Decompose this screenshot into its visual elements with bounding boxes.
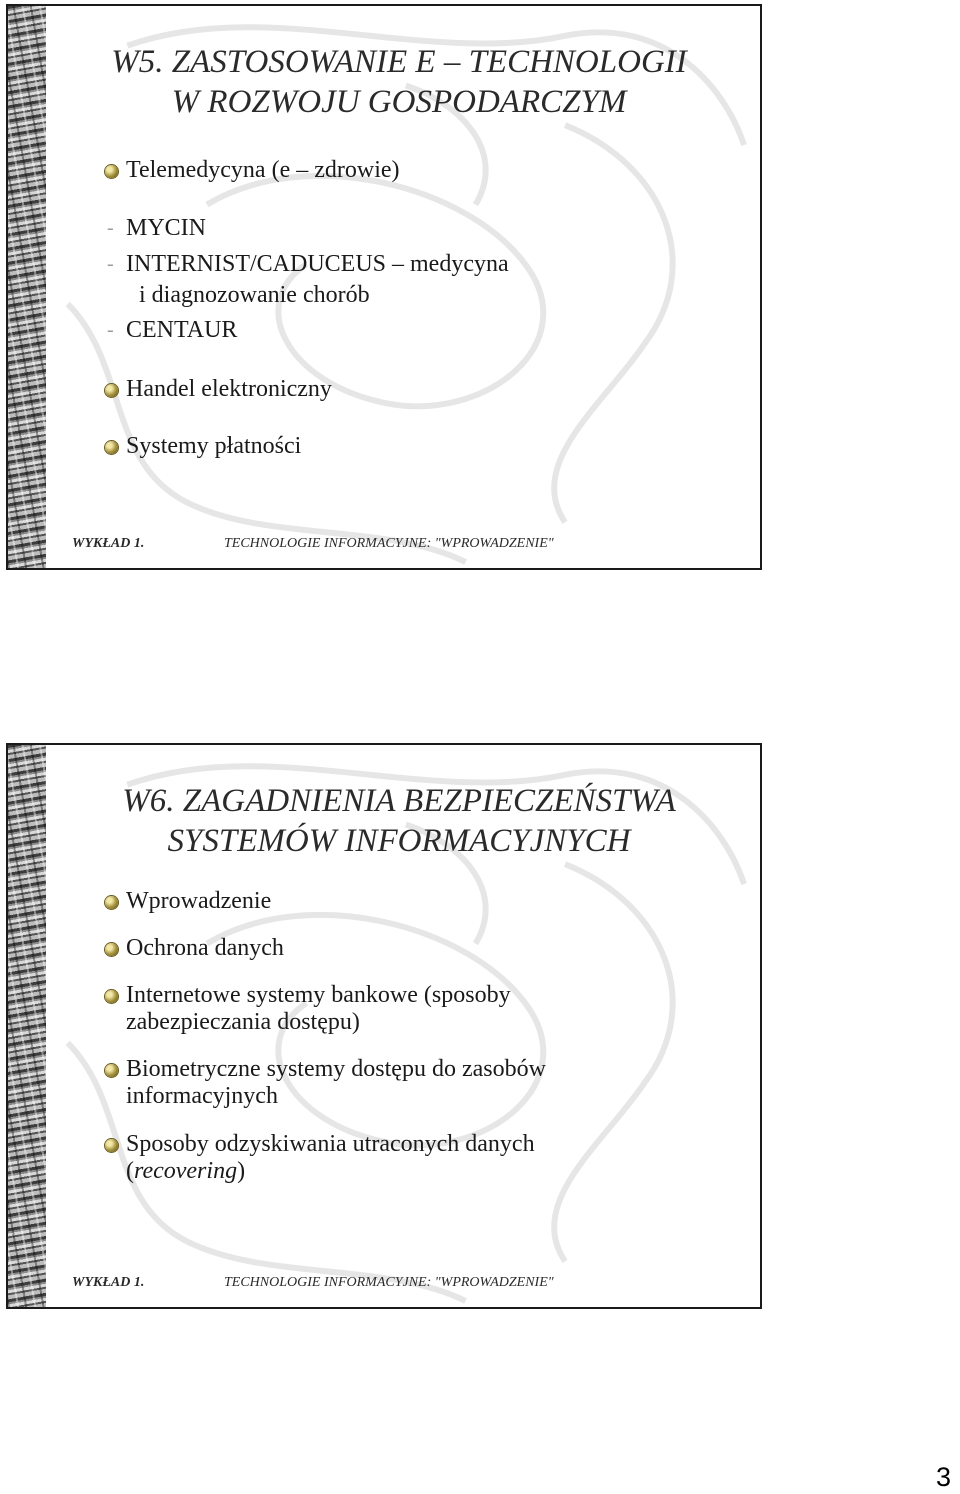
list-item: Systemy płatności [100,432,301,460]
slide-w6 [6,743,762,1309]
left-decorative-strip [8,6,46,568]
list-item: Telemedycyna (e – zdrowie) [100,156,400,184]
slide-w5 [6,4,762,570]
page-number: 3 [936,1462,952,1492]
footer-course-title: TECHNOLOGIE INFORMACYJNE: "WPROWADZENIE" [224,1275,554,1290]
gold-sphere-bullet-icon [105,441,118,454]
gold-sphere-bullet-icon [105,165,118,178]
slide-footer [8,1275,760,1291]
list-item-continuation: zabezpieczania dostępu) [126,1009,360,1035]
list-item: - MYCIN [107,215,207,241]
footer-lecture-label: WYKŁAD 1. [72,536,145,551]
list-item-continuation: informacyjnych [126,1083,278,1109]
left-decorative-strip [8,745,46,1307]
list-item: Internetowe systemy bankowe (sposoby [100,981,511,1009]
gold-sphere-bullet-icon [105,896,118,909]
footer-lecture-label: WYKŁAD 1. [72,1275,145,1290]
list-item: Biometryczne systemy dostępu do zasobów [100,1055,546,1083]
dash-bullet-icon: - [107,319,114,341]
list-item: Sposoby odzyskiwania utraconych danych [100,1130,535,1158]
list-item: Wprowadzenie [100,887,271,915]
gold-sphere-bullet-icon [105,990,118,1003]
list-item: Handel elektroniczny [100,375,332,403]
slide-title: W5. ZASTOSOWANIE E – TECHNOLOGII W ROZWOJU GOSPODARCZYM [111,44,687,120]
list-item-continuation: (recovering) [126,1158,246,1184]
gold-sphere-bullet-icon [105,943,118,956]
slide-title: W6. ZAGADNIENIA BEZPIECZEŃSTWA SYSTEMÓW INFORMACYJNYCH [122,783,676,859]
gold-sphere-bullet-icon [105,1064,118,1077]
list-item: - INTERNIST/CADUCEUS – medycyna [107,251,509,277]
list-item: Ochrona danych [100,934,284,962]
list-item: - CENTAUR [107,317,238,343]
slide-footer [8,536,760,552]
gold-sphere-bullet-icon [105,1139,118,1152]
gold-sphere-bullet-icon [105,384,118,397]
list-item-continuation: i diagnozowanie chorób [139,282,370,308]
footer-course-title: TECHNOLOGIE INFORMACYJNE: "WPROWADZENIE" [224,536,554,551]
dash-bullet-icon: - [107,217,114,239]
dash-bullet-icon: - [107,253,114,275]
